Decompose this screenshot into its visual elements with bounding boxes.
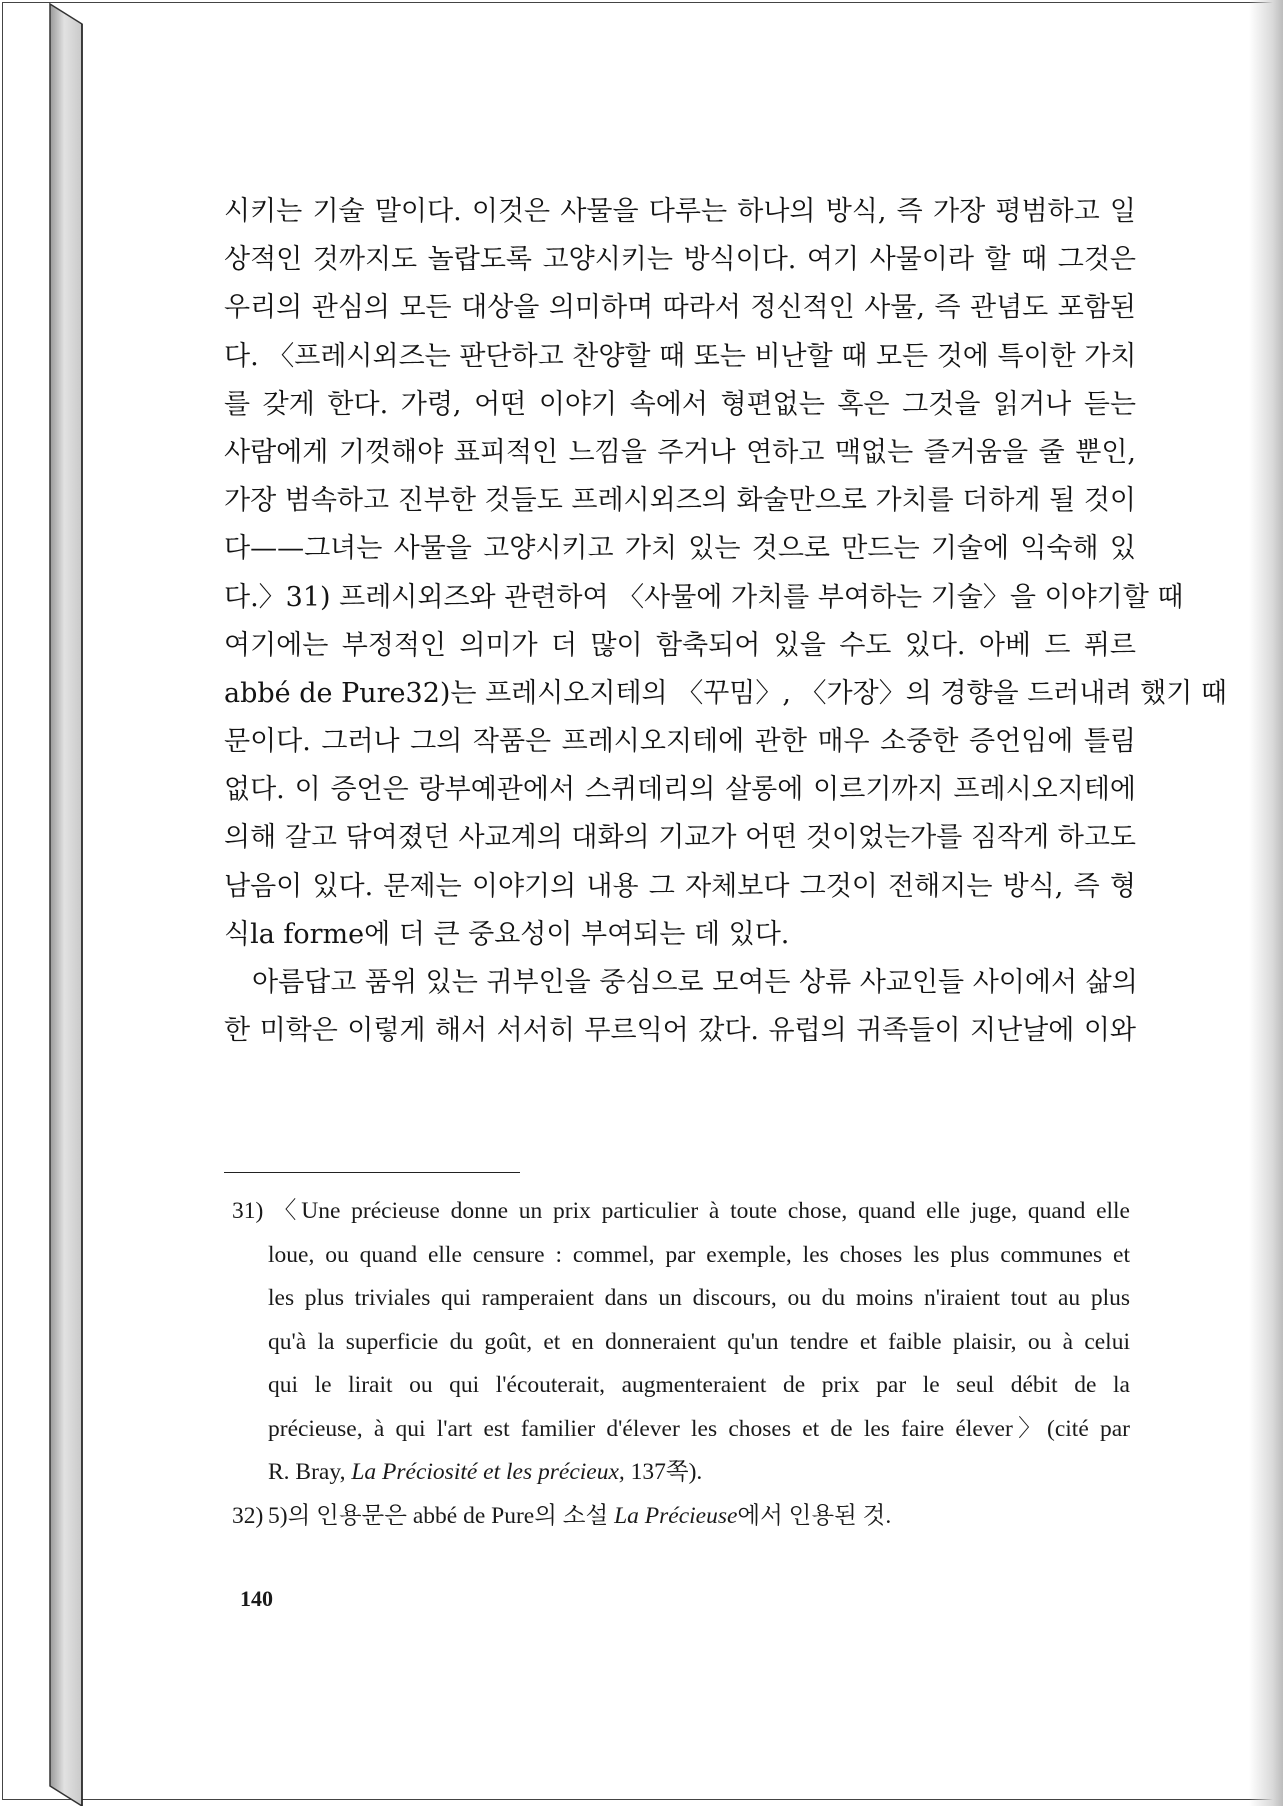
footnote-31-number: 31) [232, 1198, 264, 1224]
footnote-31-line: qui le lirait ou qui l'écouterait, augmenteraient de prix par le seul débit de la [268, 1372, 1130, 1398]
footnote-32-book-title: La Précieuse [614, 1502, 738, 1529]
footnote-31-book-title: La Préciosité et les précieux, [351, 1459, 625, 1485]
body-line: 없다. 이 증언은 랑부예관에서 스퀴데리의 살롱에 이르기까지 프레시오지테에 [224, 774, 1136, 806]
body-line: 시키는 기술 말이다. 이것은 사물을 다루는 하나의 방식, 즉 가장 평범하고 일 [224, 196, 1136, 227]
body-line: 상적인 것까지도 놀랍도록 고양시키는 방식이다. 여기 사물이라 할 때 그것은 [224, 244, 1136, 276]
body-line: 남음이 있다. 문제는 이야기의 내용 그 자체보다 그것이 전해지는 방식, 즉 형 [224, 870, 1136, 902]
body-line: 다. 〈프레시외즈는 판단하고 찬양할 때 또는 비난할 때 모든 것에 특이한 가치 [224, 340, 1137, 372]
book-spine [0, 0, 100, 1806]
footnote-31-text: 〈Une précieuse donne un prix particulier à toute chose, quand elle juge, quand elle [268, 1198, 1130, 1224]
footnote-31-line: qu'à la superficie du goût, et en donneraient qu'un tendre et faible plaisir, ou à celui [268, 1328, 1130, 1355]
footnote-31-line: les plus triviales qui ramperaient dans un discours, ou du moins n'iraient tout au plus [268, 1285, 1130, 1311]
footnote-31-last-line [232, 1451, 1130, 1495]
body-line: 의해 갈고 닦여졌던 사교계의 대화의 기교가 어떤 것이었는가를 짐작게 하고도 [224, 822, 1136, 854]
footnotes [232, 1190, 1130, 1538]
footnote-31-line: loue, ou quand elle censure : commel, par exemple, les choses les plus communes et [268, 1241, 1130, 1268]
footnote-31-author: R. Bray, [268, 1459, 352, 1485]
body-line: 다——그녀는 사물을 고양시키고 가치 있는 것으로 만드는 기술에 익숙해 있 [224, 533, 1136, 565]
footnote-32-text-end: 에서 인용된 것. [737, 1502, 892, 1529]
footnote-31-line-1 [232, 1190, 1130, 1234]
body-line: 우리의 관심의 모든 대상을 의미하며 따라서 정신적인 사물, 즉 관념도 포함된 [224, 292, 1136, 324]
footnote-divider [224, 1172, 520, 1173]
body-line: 아름답고 품위 있는 귀부인을 중심으로 모여든 상류 사교인들 사이에서 삶의 [252, 967, 1138, 998]
body-line: 사람에게 기껏해야 표피적인 느낌을 주거나 연하고 맥없는 즐거움을 줄 뿐인, [224, 436, 1136, 468]
body-line: abbé de Pure32)는 프레시오지테의 〈꾸밈〉, 〈가장〉의 경향을 드러내려 했기 때 [224, 677, 1227, 709]
body-line: 한 미학은 이렇게 해서 서서히 무르익어 갔다. 유럽의 귀족들이 지난날에 이와 [224, 1015, 1136, 1047]
body-line: 다.〉31) 프레시외즈와 관련하여 〈사물에 가치를 부여하는 기술〉을 이야기할 때 [224, 581, 1184, 613]
page-edge-shadow [1249, 0, 1283, 1806]
body-line: 여기에는 부정적인 의미가 더 많이 함축되어 있을 수도 있다. 아베 드 퓌르 [224, 629, 1136, 661]
footnote-31-line: précieuse, à qui l'art est familier d'élever les choses et de les faire élever〉(cité par [268, 1415, 1130, 1442]
footnote-31-page: 137쪽). [624, 1459, 703, 1485]
page-number: 140 [240, 1586, 273, 1611]
body-text [224, 188, 1227, 1055]
body-line: 가장 범속하고 진부한 것들도 프레시외즈의 화술만으로 가치를 더하게 될 것이 [224, 485, 1136, 517]
body-line: 식la forme에 더 큰 중요성이 부여되는 데 있다. [224, 918, 790, 950]
footnote-32-line [232, 1495, 1130, 1539]
body-line: 문이다. 그러나 그의 작품은 프레시오지테에 관한 매우 소중한 증언임에 틀림 [224, 726, 1136, 758]
footnote-32-number: 32) [232, 1502, 264, 1529]
footnote-32-text: 5)의 인용문은 abbé de Pure의 소설 [268, 1502, 615, 1529]
body-line: 를 갖게 한다. 가령, 어떤 이야기 속에서 형편없는 혹은 그것을 읽거나 듣는 [224, 388, 1136, 420]
